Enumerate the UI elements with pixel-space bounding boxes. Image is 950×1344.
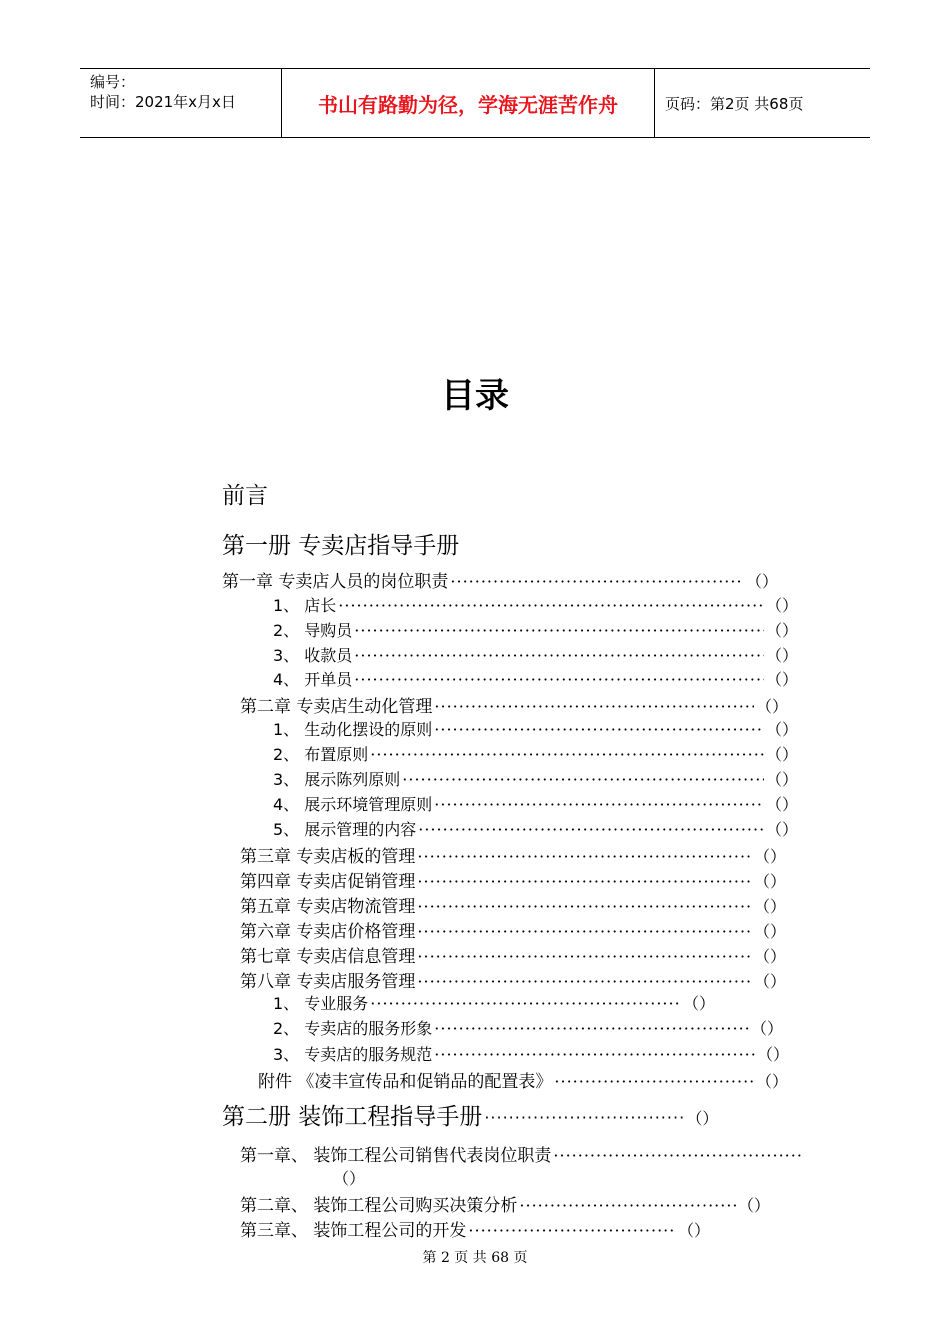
document-time-label: 时间：2021年x月x日	[90, 93, 236, 111]
toc-entry	[273, 817, 798, 840]
leader-dots	[354, 670, 764, 689]
leader-dots	[434, 1045, 755, 1064]
toc-entry	[240, 1216, 710, 1241]
toc-page-ref: （）	[765, 720, 798, 739]
toc-entry-label: 1、 生动化摆设的原则	[273, 720, 433, 739]
leader-dots	[417, 947, 752, 966]
toc-entry-label: 2、 布置原则	[273, 745, 369, 764]
toc-entry	[240, 692, 788, 717]
toc-entry-label: 第六章 专卖店价格管理	[240, 922, 416, 942]
toc-entry-label: 5、 展示管理的内容	[273, 820, 417, 839]
toc-entry	[273, 643, 798, 666]
leader-dots	[354, 621, 764, 640]
toc-book-1-title: 第一册 专卖店指导手册	[222, 533, 460, 559]
toc-page-ref: （）	[753, 847, 786, 866]
toc-entry-label: 1、 专业服务	[273, 994, 369, 1013]
leader-dots	[370, 994, 681, 1013]
toc-entry-label: 1、 店长	[273, 596, 337, 615]
toc-page-ref: （）	[753, 922, 786, 941]
toc-page-ref: （）	[765, 596, 798, 615]
leader-dots	[417, 847, 752, 866]
toc-page-ref: （）	[737, 1196, 770, 1215]
toc-entry-label: 3、 专卖店的服务规范	[273, 1045, 433, 1064]
header-table	[80, 68, 870, 138]
toc-page-ref: （）	[765, 795, 798, 814]
toc-page-ref: （）	[753, 947, 786, 966]
header-motto: 书山有路勤为径，学海无涯苦作舟	[282, 69, 655, 137]
toc-entry-label: 第一章 专卖店人员的岗位职责	[222, 572, 449, 592]
toc-entry-label: 附件 《凌丰宣传品和促销品的配置表》	[258, 1072, 553, 1092]
page-footer: 第 2 页 共 68 页	[422, 1250, 528, 1266]
leader-dots	[553, 1146, 804, 1165]
leader-dots	[554, 1072, 754, 1091]
toc-page-ref: （）	[333, 1169, 366, 1188]
leader-dots	[434, 795, 764, 814]
toc-page-ref: （）	[750, 1019, 783, 1038]
toc-page-ref: （）	[686, 1109, 719, 1128]
toc-entry	[273, 742, 798, 765]
leader-dots	[418, 820, 764, 839]
toc-page-ref: （）	[765, 770, 798, 789]
leader-dots	[434, 720, 764, 739]
toc-page-ref: （）	[765, 646, 798, 665]
toc-entry-label: 4、 开单员	[273, 670, 353, 689]
toc-page-ref: （）	[755, 697, 788, 716]
toc-entry-label: 3、 展示陈列原则	[273, 770, 401, 789]
toc-entry-label: 4、 展示环境管理原则	[273, 795, 433, 814]
leader-dots	[402, 770, 764, 789]
toc-entry-label: 第三章 专卖店板的管理	[240, 847, 416, 867]
toc-entry	[240, 1141, 806, 1166]
toc-entry	[273, 792, 798, 815]
toc-page-ref: （）	[753, 972, 786, 991]
toc-entry	[273, 1016, 783, 1039]
toc-page-ref: （）	[677, 1221, 710, 1240]
toc-entry	[222, 567, 778, 592]
toc-page-ref: （）	[756, 1045, 789, 1064]
toc-entry	[273, 991, 715, 1014]
toc-page-ref: （）	[753, 897, 786, 916]
toc-entry	[273, 717, 798, 740]
leader-dots	[370, 745, 764, 764]
document-number-label: 编号：	[90, 73, 136, 91]
toc-entry-label: 第二章、 装饰工程公司购买决策分析	[240, 1196, 518, 1216]
leader-dots	[417, 872, 752, 891]
toc-entry-label: 3、 收款员	[273, 646, 353, 665]
toc-entry-label: 第三章、 装饰工程公司的开发	[240, 1221, 467, 1241]
toc-book-2-title: 第二册 装饰工程指导手册	[222, 1104, 483, 1130]
toc-entry	[240, 967, 786, 992]
leader-dots	[338, 596, 764, 615]
leader-dots	[519, 1196, 736, 1215]
toc-page-ref: （）	[765, 820, 798, 839]
toc-entry-label: 第一章、 装饰工程公司销售代表岗位职责	[240, 1146, 552, 1166]
header-page-info: 页码：第2页 共68页	[665, 94, 804, 113]
page-title: 目录	[441, 376, 509, 416]
toc-entry	[273, 593, 798, 616]
toc-entry	[240, 892, 786, 917]
toc-entry	[240, 942, 786, 967]
leader-dots	[417, 972, 752, 991]
leader-dots	[450, 572, 744, 591]
toc-entry	[258, 1067, 788, 1092]
leader-dots	[354, 646, 764, 665]
toc-entry	[240, 842, 786, 867]
leader-dots	[434, 1019, 749, 1038]
toc-entry-label: 第八章 专卖店服务管理	[240, 972, 416, 992]
toc-entry	[240, 867, 786, 892]
toc-entry	[240, 917, 786, 942]
toc-preface: 前言	[222, 483, 268, 509]
toc-entry-label: 第二章 专卖店生动化管理	[240, 697, 433, 717]
toc-entry	[273, 618, 798, 641]
toc-page-ref: （）	[765, 745, 798, 764]
leader-dots	[417, 922, 752, 941]
toc-entry	[273, 767, 798, 790]
toc-entry	[240, 1191, 770, 1216]
toc-page-ref: （）	[745, 572, 778, 591]
leader-dots	[434, 697, 754, 716]
leader-dots	[468, 1221, 676, 1240]
toc-book-2-row	[222, 1098, 718, 1131]
toc-entry-label: 第七章 专卖店信息管理	[240, 947, 416, 967]
toc-page-ref: （）	[755, 1072, 788, 1091]
toc-entry	[273, 667, 798, 690]
toc-page-ref: （）	[765, 670, 798, 689]
toc-entry	[273, 1042, 789, 1065]
leader-dots	[417, 897, 752, 916]
toc-entry-label: 第五章 专卖店物流管理	[240, 897, 416, 917]
leader-dots	[484, 1108, 684, 1127]
toc-page-ref: （）	[753, 872, 786, 891]
toc-page-ref: （）	[682, 994, 715, 1013]
toc-entry-label: 2、 导购员	[273, 621, 353, 640]
toc-entry-label: 第四章 专卖店促销管理	[240, 872, 416, 892]
toc-entry-label: 2、 专卖店的服务形象	[273, 1019, 433, 1038]
toc-page-ref: （）	[765, 621, 798, 640]
header-info	[80, 69, 282, 137]
